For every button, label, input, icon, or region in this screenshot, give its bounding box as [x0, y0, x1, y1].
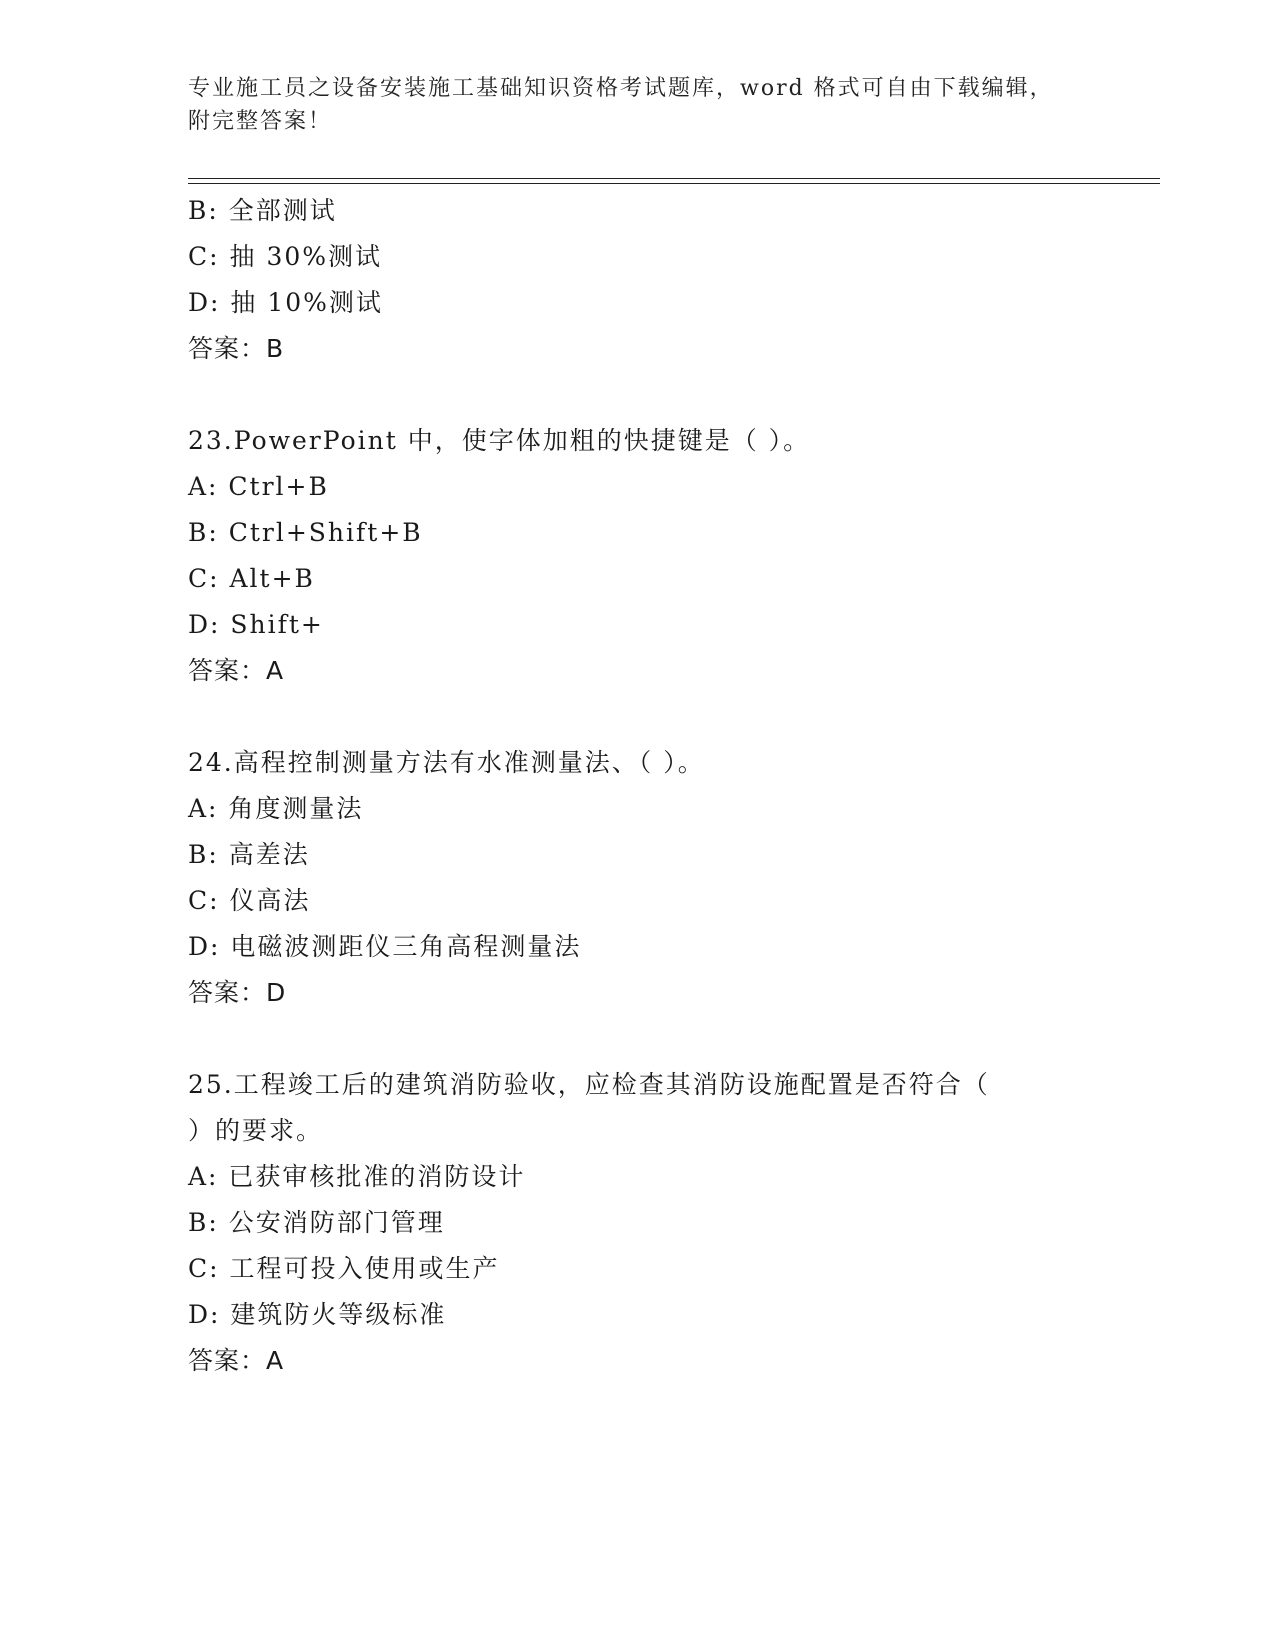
option-d: D: Shift+ [188, 610, 324, 639]
option-c: C: 工程可投入使用或生产 [188, 1254, 500, 1283]
question-stem: 23.PowerPoint 中，使字体加粗的快捷键是（ ）。 [188, 426, 811, 455]
option-d: D: 建筑防火等级标准 [188, 1300, 447, 1329]
header-divider-bottom [188, 183, 1160, 184]
answer-line: 答案：B [188, 334, 285, 363]
option-c: C: 抽 30%测试 [188, 242, 383, 271]
option-a: A: 已获审核批准的消防设计 [188, 1162, 526, 1191]
question-24 [188, 740, 1088, 1016]
option-b: B: 公安消防部门管理 [188, 1208, 445, 1237]
question-stem-line-2: ）的要求。 [188, 1116, 324, 1145]
option-d: D: 电磁波测距仪三角高程测量法 [188, 932, 582, 961]
option-d: D: 抽 10%测试 [188, 288, 383, 317]
question-stem: 24.高程控制测量方法有水准测量法、（ ）。 [188, 748, 705, 777]
answer-line: 答案：A [188, 656, 285, 685]
document-header [188, 72, 1068, 138]
option-c: C: Alt+B [188, 564, 315, 593]
option-a: A: 角度测量法 [188, 794, 364, 823]
answer-line: 答案：A [188, 1346, 285, 1375]
header-line-1: 专业施工员之设备安装施工基础知识资格考试题库，word 格式可自由下载编辑， [188, 76, 1054, 101]
question-list [188, 188, 1088, 1384]
option-b: B: Ctrl+Shift+B [188, 518, 423, 547]
option-c: C: 仪高法 [188, 886, 311, 915]
header-line-2: 附完整答案！ [188, 109, 333, 134]
header-divider-top [188, 178, 1160, 179]
option-b: B: 全部测试 [188, 196, 337, 225]
question-23 [188, 418, 1088, 694]
answer-line: 答案：D [188, 978, 287, 1007]
question-25 [188, 1062, 1088, 1384]
question-22-tail [188, 188, 1088, 372]
option-a: A: Ctrl+B [188, 472, 329, 501]
option-b: B: 高差法 [188, 840, 310, 869]
question-stem-line-1: 25.工程竣工后的建筑消防验收，应检查其消防设施配置是否符合（ [188, 1070, 990, 1099]
